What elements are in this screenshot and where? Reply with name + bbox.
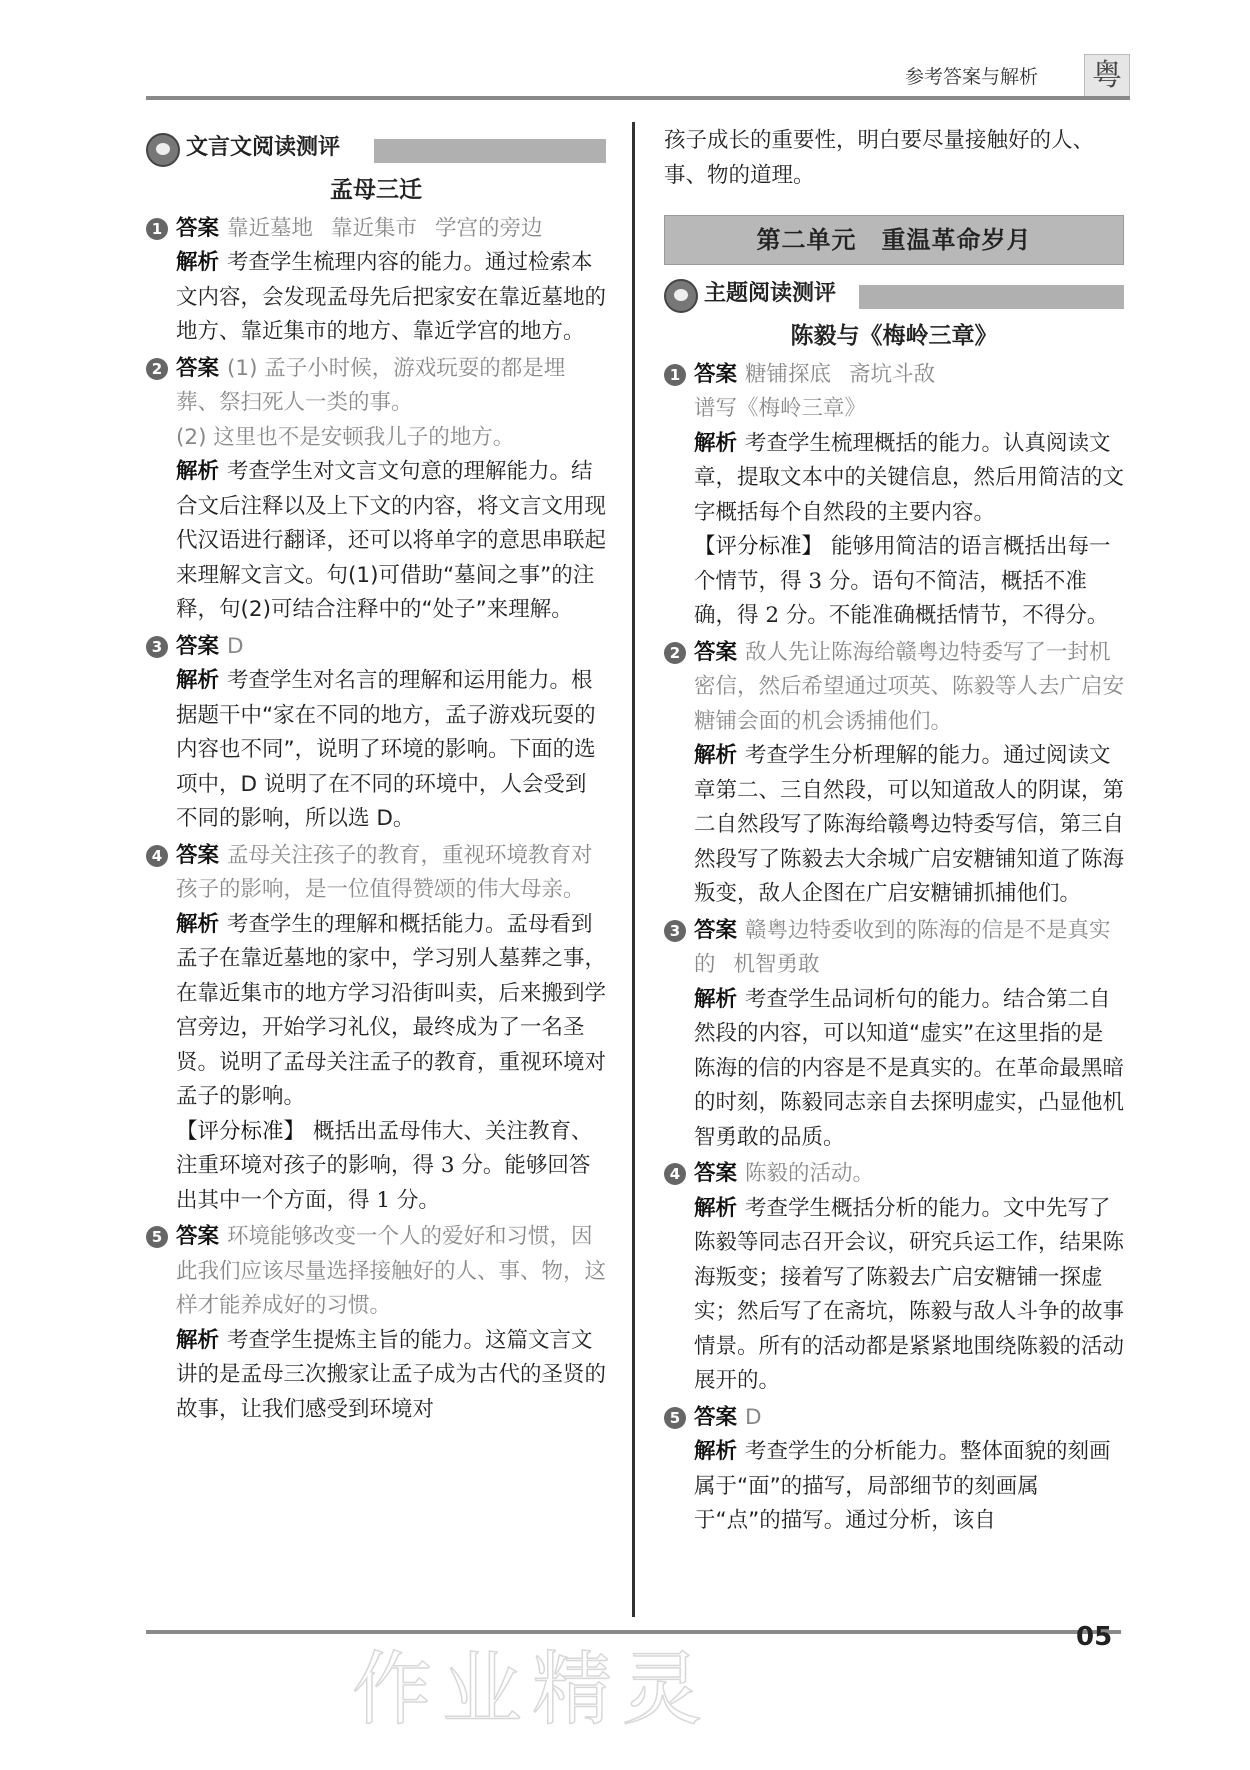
question-number: 3 [664,920,686,942]
question-number: 1 [664,364,686,386]
answer-text: 斋坑斗敌 [849,361,936,387]
analysis-text: 考查学生概括分析的能力。文中先写了陈毅等同志召开会议，研究兵运工作，结果陈海叛变；接着写了陈毅去广启安糖铺一探虚实；然后写了在斋坑，陈毅与敌人斗争的故事情景。所有的活动都是紧紧地围绕陈毅的活动展开的。 [694,1195,1125,1393]
answer-text: D [745,1404,762,1430]
header-rule [146,96,1130,100]
criteria-label: 【评分标准】 [176,1118,306,1144]
analysis-label: 解析 [176,911,220,937]
answer-text: 谱写《梅岭三章》 [694,396,867,421]
analysis-label: 解析 [694,743,738,768]
answer-label: 答案 [176,842,220,868]
answer-text: 孟母关注孩子的教育，重视环境教育对孩子的影响，是一位值得赞颂的伟大母亲。 [176,842,593,902]
section-header [146,129,606,169]
analysis-text: 考查学生分析理解的能力。通过阅读文章第二、三自然段，可以知道敌人的阴谋，第二自然段写了陈海给赣粤边特委写信，第三自然段写了陈毅去大余城广启安糖铺知道了陈海叛变，敌人企图在广启安糖铺抓捕他们。 [694,743,1125,906]
answer-text: D [227,633,244,659]
question-number: 1 [146,218,168,240]
answer-label: 答案 [694,917,738,943]
analysis-text: 考查学生品词析句的能力。结合第二自然段的内容，可以知道“虚实”在这里指的是陈海的信的内容是不是真实的。在革命最黑暗的时刻，陈毅同志亲自去探明虚实，凸显他机智勇敢的品质。 [694,986,1125,1150]
answer-text: (2) 这里也不是安顿我儿子的地方。 [176,424,515,450]
question-3 [146,630,606,837]
answer-label: 答案 [176,355,220,381]
question-number: 5 [146,1226,168,1248]
answer-label: 答案 [694,1161,738,1186]
article-title: 陈毅与《梅岭三章》 [790,323,998,349]
watermark: 作业精灵 [352,1643,712,1736]
answer-text: 靠近集市 [331,215,418,241]
answer-text: 赣粤边特委收到的陈海的信是不是真实的 [694,917,1111,977]
article-title: 孟母三迁 [330,177,422,203]
answer-label: 答案 [694,639,738,665]
answer-label: 答案 [176,1224,220,1249]
answer-label: 答案 [176,215,220,241]
analysis-text: 考查学生提炼主旨的能力。这篇文言文讲的是孟母三次搬家让孟子成为古代的圣贤的故事，让我们感受到环境对 [176,1327,607,1422]
question-number: 4 [146,845,168,867]
analysis-text: 考查学生对文言文句意的理解能力。结合文后注释以及上下文的内容，将文言文用现代汉语进行翻译，还可以将单字的意思串联起来理解文言文。句(1)可借助“墓间之事”的注释，句(2)可结合注释中的“处子”来理解。 [176,459,607,622]
page-number: 05 [1076,1622,1113,1652]
left-column [146,124,606,1427]
question-number: 2 [664,642,686,664]
analysis-text: 考查学生对名言的理解和运用能力。根据题干中“家在不同的地方，孟子游戏玩耍的内容也不同”，说明了环境的影响。下面的选项中，D 说明了在不同的环境中，人会受到不同的影响，所以选 D。 [176,668,596,831]
section-header [664,275,1124,315]
answer-text: (1) 孟子小时候，游戏玩耍的都是埋葬、祭扫死人一类的事。 [176,355,566,415]
question-number: 2 [146,358,168,380]
criteria-text: 概括出孟母伟大、关注教育、注重环境对孩子的影响，得 3 分。能够回答出其中一个方面，得 1 分。 [176,1118,593,1213]
answer-text: 糖铺探底 [745,361,832,387]
answer-label: 答案 [694,361,738,387]
analysis-text: 考查学生的理解和概括能力。孟母看到孟子在靠近墓地的家中，学习别人墓葬之事，在靠近集市的地方学习沿街叫卖，后来搬到学宫旁边，开始学习礼仪，最终成为了一名圣贤。说明了孟母关注孟子的教育，重视环境对孟子的影响。 [176,911,607,1109]
question-1 [146,212,606,350]
answer-text: 环境能够改变一个人的爱好和习惯，因此我们应该尽量选择接触好的人、事、物，这样才能养成好的习惯。 [176,1224,607,1318]
answer-text: 敌人先让陈海给赣粤边特委写了一封机密信，然后希望通过项英、陈毅等人去广启安糖铺会面的机会诱捕他们。 [694,639,1125,734]
section-bar [374,139,606,163]
question-3 [664,914,1124,1156]
unit-banner: 第二单元 重温革命岁月 [664,215,1124,265]
analysis-label: 解析 [176,250,220,275]
question-2 [664,636,1124,912]
question-number: 4 [664,1163,686,1185]
section-title: 主题阅读测评 [704,281,837,306]
header-title: 参考答案与解析 [905,66,1039,88]
analysis-label: 解析 [176,668,220,693]
analysis-text: 考查学生的分析能力。整体面貌的刻画属于“面”的描写，局部细节的刻画属于“点”的描写。通过分析，该自 [694,1439,1111,1533]
continuation-text: 孩子成长的重要性，明白要尽量接触好的人、事、物的道理。 [664,128,1095,188]
answer-text: 学宫的旁边 [435,215,543,241]
mascot-icon [146,133,180,167]
question-5 [664,1401,1124,1539]
question-4 [146,839,606,1219]
criteria-text: 能够用简洁的语言概括出每一个情节，得 3 分。语句不简洁，概括不准确，得 2 分。不能准确概括情节，不得分。 [694,534,1111,628]
analysis-label: 解析 [176,1327,220,1353]
analysis-label: 解析 [694,430,738,456]
mascot-icon [664,279,698,313]
analysis-text: 考查学生梳理概括的能力。认真阅读文章，提取文本中的关键信息，然后用简洁的文字概括每个自然段的主要内容。 [694,430,1125,525]
answer-label: 答案 [694,1404,738,1430]
question-number: 5 [664,1407,686,1429]
criteria-label: 【评分标准】 [694,534,824,559]
column-divider [632,122,635,1617]
analysis-label: 解析 [694,1439,738,1464]
section-title: 文言文阅读测评 [186,135,341,160]
analysis-label: 解析 [694,986,738,1012]
right-column [664,124,1124,1539]
section-bar [859,285,1124,309]
answer-text: 机智勇敢 [733,952,820,977]
analysis-text: 考查学生梳理内容的能力。通过检索本文内容，会发现孟母先后把家安在靠近墓地的地方、靠近集市的地方、靠近学宫的地方。 [176,250,607,344]
question-2 [146,352,606,628]
question-1 [664,358,1124,634]
answer-text: 靠近墓地 [227,215,314,241]
analysis-label: 解析 [694,1195,738,1221]
answer-label: 答案 [176,633,220,659]
region-badge: 粤 [1084,54,1130,98]
question-number: 3 [146,636,168,658]
answer-text: 陈毅的活动。 [745,1161,875,1186]
question-5 [146,1220,606,1427]
question-4 [664,1157,1124,1399]
analysis-label: 解析 [176,459,220,484]
